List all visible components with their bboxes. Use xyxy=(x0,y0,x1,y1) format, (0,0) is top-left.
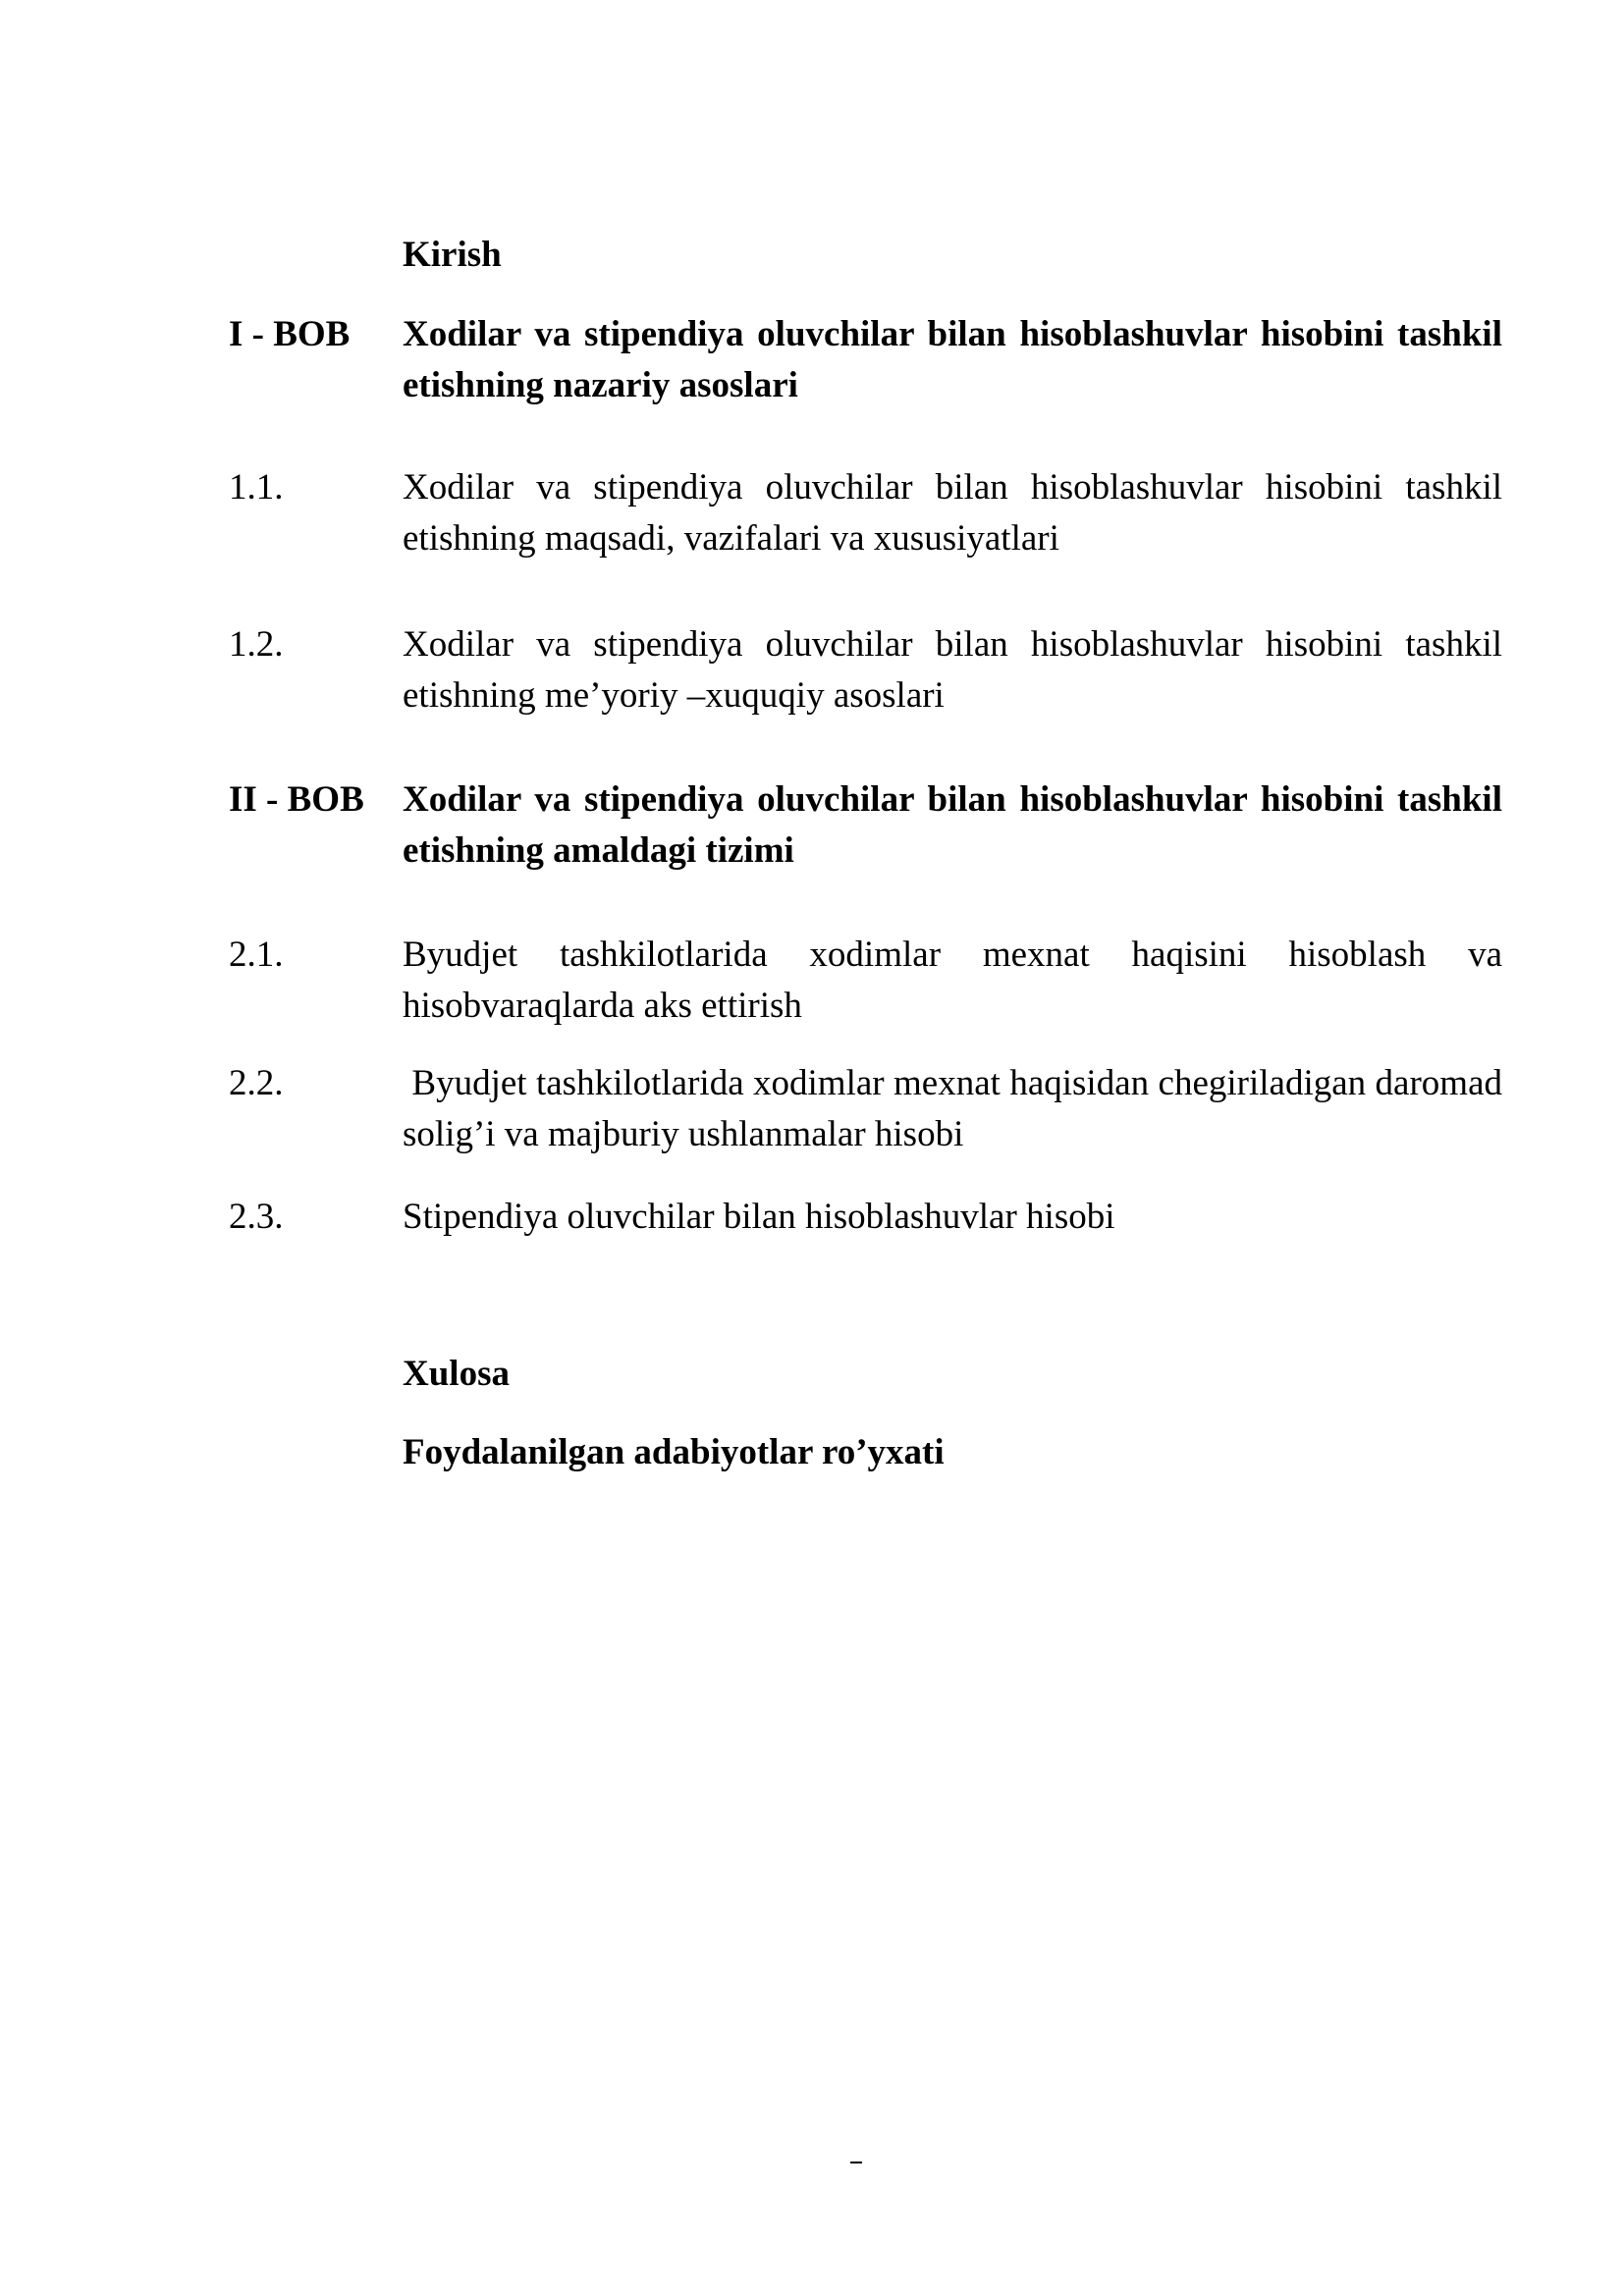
section-2-3-number: 2.3. xyxy=(229,1197,284,1237)
section-1-2-number: 1.2. xyxy=(229,624,284,665)
chapter-2-title: Xodilar va stipendiya oluvchilar bilan hisoblashuvlar hisobini tashkil etishning amaldagi tizimi xyxy=(403,779,1502,871)
chapter-1-number: I - BOB xyxy=(229,314,351,354)
section-1-1-title: Xodilar va stipendiya oluvchilar bilan hisoblashuvlar hisobini tashkil etishning maqsadi, vazifalari va xususiyatlari xyxy=(403,467,1502,559)
section-2-2-title: Byudjet tashkilotlarida xodimlar mexnat haqisidan chegiriladigan daromad solig’i va majburiy ushlanmalar hisobi xyxy=(403,1063,1512,1154)
section-2-2-number: 2.2. xyxy=(229,1063,284,1103)
section-1-1-number: 1.1. xyxy=(229,467,284,507)
page-number-mark xyxy=(850,2162,862,2163)
references-title: Foydalanilgan adabiyotlar ro’yxati xyxy=(403,1432,945,1472)
chapter-1-title: Xodilar va stipendiya oluvchilar bilan hisoblashuvlar hisobini tashkil etishning nazariy asoslari xyxy=(403,314,1502,405)
conclusion-title: Xulosa xyxy=(403,1354,510,1394)
section-2-3-title: Stipendiya oluvchilar bilan hisoblashuvlar hisobi xyxy=(403,1197,1115,1237)
section-1-2-title: Xodilar va stipendiya oluvchilar bilan hisoblashuvlar hisobini tashkil etishning me’yoriy –xuquqiy asoslari xyxy=(403,624,1502,716)
chapter-2-number: II - BOB xyxy=(229,779,364,820)
section-2-1-title: Byudjet tashkilotlarida xodimlar mexnat haqisini hisoblash va hisobvaraqlarda aks ettirish xyxy=(403,934,1502,1026)
toc-intro-title: Kirish xyxy=(403,235,502,275)
section-2-1-number: 2.1. xyxy=(229,934,284,975)
